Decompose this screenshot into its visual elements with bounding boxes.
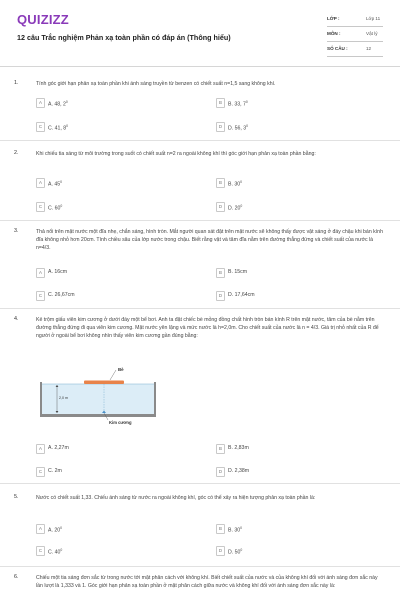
option-letter: C bbox=[36, 467, 45, 477]
meta-divider bbox=[327, 41, 383, 42]
raft bbox=[84, 381, 124, 385]
pool-figure bbox=[36, 362, 166, 428]
option-letter: B bbox=[216, 524, 225, 534]
option-text: B. 2,83m bbox=[228, 445, 249, 451]
question-text: Thả nổi trên mặt nước một đĩa nhẹ, chắn sáng, hình tròn. Mắt người quan sát đặt trên mặt nước sẽ không thấy được vật sáng ở đáy chậu khi bán kính đĩa không nhỏ hơn 20cm. Tính chiều sâu của lớp nước trong chậu. Biết rằng vật và tâm đĩa nằm trên đường thẳng đứng và chiết suất của nước là n=4/3. bbox=[36, 229, 383, 252]
question-text: Chiếu một tia sáng đơn sắc từ trong nước tới mặt phân cách với không khí. Biết chiết suất của nước và của không khí đối với ánh sáng đơn sắc này lần lượt là 1,333 và 1. Góc giới hạn phản xạ toàn phần ở mặt phân cách giữa nước và không khí đối với ánh sáng đơn sắc này là: bbox=[36, 575, 378, 590]
question-number: 2. bbox=[14, 150, 19, 156]
depth-label: 2,0 m bbox=[59, 396, 68, 400]
question-number: 3. bbox=[14, 228, 19, 234]
option-letter: D bbox=[216, 467, 225, 477]
page-title: 12 câu Trắc nghiệm Phản xạ toàn phần có đáp án (Thông hiểu) bbox=[17, 33, 231, 42]
option-text: A. $45^0$ bbox=[48, 180, 63, 188]
option-letter: D bbox=[216, 546, 225, 556]
option-text: D. 2,38m bbox=[228, 468, 250, 474]
option-letter: B bbox=[216, 268, 225, 278]
option-text: C. $40^0$ bbox=[48, 548, 63, 556]
option-text: C. $60^0$ bbox=[48, 204, 63, 212]
quizizz-logo: QUIZIZZ bbox=[17, 12, 69, 27]
question-number: 5. bbox=[14, 494, 19, 500]
meta-value-count: 12 bbox=[366, 46, 372, 51]
option-text: D. 56, $3^0$ bbox=[228, 124, 249, 132]
question-divider bbox=[0, 483, 400, 484]
option-text: C. 41, $8^0$ bbox=[48, 124, 69, 132]
meta-label-class: LỚP : bbox=[327, 16, 340, 21]
option-letter: D bbox=[216, 202, 225, 212]
question-text: Nước có chiết suất 1,33. Chiếu ánh sáng từ nước ra ngoài không khí, góc có thể xảy ra hiện tượng phản xạ toàn phần là: bbox=[36, 495, 316, 501]
option-letter: B bbox=[216, 98, 225, 108]
question-divider bbox=[0, 220, 400, 221]
option-letter: B bbox=[216, 444, 225, 454]
header-divider bbox=[0, 66, 400, 67]
gem-label: Kim cương bbox=[109, 420, 132, 425]
pool-diagram bbox=[36, 362, 166, 428]
question-number: 1. bbox=[14, 80, 19, 86]
option-text: B. $30^0$ bbox=[228, 526, 243, 534]
raft-pointer bbox=[110, 370, 116, 380]
header bbox=[0, 0, 400, 62]
option-letter: C bbox=[36, 546, 45, 556]
option-text: A. $20^0$ bbox=[48, 526, 63, 534]
option-text: D. $20^0$ bbox=[228, 204, 243, 212]
question-number: 4. bbox=[14, 316, 19, 322]
option-letter: C bbox=[36, 122, 45, 132]
option-letter: D bbox=[216, 122, 225, 132]
option-letter: B bbox=[216, 178, 225, 188]
option-letter: A bbox=[36, 268, 45, 278]
question-text: Kẻ trộm giấu viên kim cương ở dưới đáy một bể bơi. Anh ta đặt chiếc bè mỏng đồng chất hình tròn bán kính R trên mặt nước, tâm của bè nằm trên đường thẳng đứng đi qua viên kim cương. Mặt nước yên lặng và mức nước là h=2,0m. Cho chiết suất của nước là n = 4/3. Giá trị nhỏ nhất của R để người ở ngoài bể bơi không nhìn thấy viên kim cương gần đúng bằng: bbox=[36, 317, 379, 340]
question-text: Khi chiếu tia sáng từ môi trường trong suốt có chiết suất n=2 ra ngoài không khí thì góc giới hạn phản xạ toàn phần bằng: bbox=[36, 151, 316, 157]
question-divider bbox=[0, 566, 400, 567]
option-text: A. 2,27m bbox=[48, 445, 69, 451]
option-text: A. 16cm bbox=[48, 269, 68, 275]
question-divider bbox=[0, 140, 400, 141]
meta-value-subject: Vật lý bbox=[366, 31, 378, 36]
option-letter: A bbox=[36, 178, 45, 188]
option-letter: D bbox=[216, 291, 225, 301]
option-text: D. 17,64cm bbox=[228, 292, 255, 298]
option-text: D. $50^0$ bbox=[228, 548, 243, 556]
question-text: Tính góc giới hạn phản xạ toàn phần khi ánh sáng truyền từ benzen có chiết suất n=1,5 sang không khí. bbox=[36, 81, 276, 87]
meta-divider bbox=[327, 56, 383, 57]
raft-label: Bè bbox=[118, 367, 124, 372]
option-text: C. 26,67cm bbox=[48, 292, 75, 298]
option-letter: C bbox=[36, 291, 45, 301]
option-letter: C bbox=[36, 202, 45, 212]
question-divider bbox=[0, 308, 400, 309]
option-text: B. 15cm bbox=[228, 269, 248, 275]
option-letter: A bbox=[36, 444, 45, 454]
meta-divider bbox=[327, 26, 383, 27]
meta-value-class: Lớp 11 bbox=[366, 16, 381, 21]
option-text: C. 2m bbox=[48, 468, 62, 474]
option-letter: A bbox=[36, 98, 45, 108]
option-text: A. 48, $2^0$ bbox=[48, 100, 68, 108]
meta-label-subject: MÔN : bbox=[327, 31, 341, 36]
question-number: 6. bbox=[14, 574, 19, 580]
option-letter: A bbox=[36, 524, 45, 534]
option-text: B. 33, $7^0$ bbox=[228, 100, 248, 108]
meta-label-count: SỐ CÂU : bbox=[327, 46, 348, 51]
option-text: B. $30^0$ bbox=[228, 180, 243, 188]
